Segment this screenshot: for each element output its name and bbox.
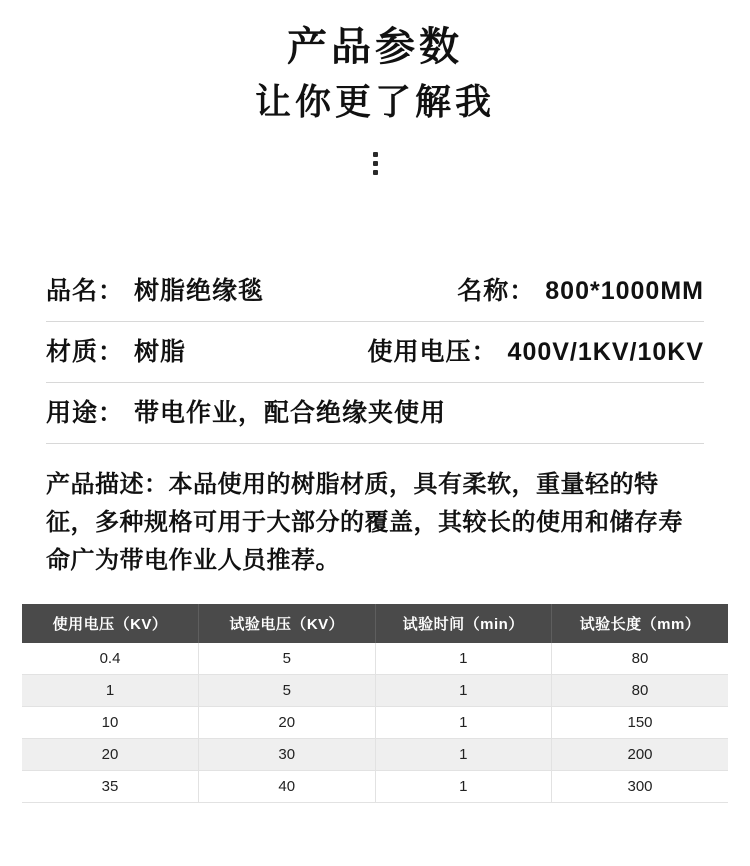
table-cell: 80 <box>552 643 729 675</box>
spec-row <box>46 383 704 444</box>
spec-cell-right <box>457 271 704 307</box>
page-title: 产品参数 <box>287 25 463 69</box>
table-row <box>22 770 728 802</box>
table-row <box>22 674 728 706</box>
table-header-cell: 试验时间（min） <box>375 604 552 643</box>
table-cell: 1 <box>375 770 552 802</box>
vertical-dots-icon <box>370 152 380 175</box>
spec-label: 用途： <box>46 398 125 427</box>
table-cell: 5 <box>199 674 376 706</box>
parameter-table <box>22 604 728 803</box>
spec-value: 800*1000MM <box>545 276 704 305</box>
spec-cell-left <box>46 393 704 429</box>
table-header-cell: 试验长度（mm） <box>552 604 729 643</box>
table-cell: 20 <box>199 706 376 738</box>
table-cell: 30 <box>199 738 376 770</box>
table-cell: 1 <box>375 674 552 706</box>
spec-label: 材质： <box>46 337 125 366</box>
table-cell: 0.4 <box>22 643 199 675</box>
table-row <box>22 706 728 738</box>
spec-row <box>46 322 704 383</box>
spec-cell-left <box>46 332 186 368</box>
spec-value: 树脂 <box>134 337 187 366</box>
table-header-cell: 使用电压（KV） <box>22 604 199 643</box>
table-header-cell: 试验电压（KV） <box>199 604 376 643</box>
table-cell: 35 <box>22 770 199 802</box>
table-cell: 10 <box>22 706 199 738</box>
table-cell: 1 <box>22 674 199 706</box>
table-cell: 1 <box>375 738 552 770</box>
table-cell: 150 <box>552 706 729 738</box>
table-cell: 80 <box>552 674 729 706</box>
table-row <box>22 738 728 770</box>
page-header <box>0 0 750 175</box>
spec-value: 带电作业，配合绝缘夹使用 <box>134 398 447 427</box>
table-row <box>22 643 728 675</box>
description-text: 本品使用的树脂材质，具有柔软，重量轻的特征，多种规格可用于大部分的覆盖，其较长的使用和储存寿命广为带电作业人员推荐。 <box>46 470 683 574</box>
table-cell: 200 <box>552 738 729 770</box>
spec-label: 名称： <box>457 276 536 305</box>
description-label: 产品描述： <box>46 470 169 498</box>
table-cell: 20 <box>22 738 199 770</box>
spec-label: 品名： <box>46 276 125 305</box>
spec-cell-right <box>368 332 704 368</box>
spec-row <box>46 261 704 322</box>
table-cell: 1 <box>375 706 552 738</box>
spec-value: 树脂绝缘毯 <box>134 276 265 305</box>
table-cell: 5 <box>199 643 376 675</box>
spec-list <box>46 261 704 444</box>
table-header-row <box>22 604 728 643</box>
spec-value: 400V/1KV/10KV <box>507 337 704 366</box>
table-cell: 300 <box>552 770 729 802</box>
table-cell: 40 <box>199 770 376 802</box>
spec-label: 使用电压： <box>367 337 498 366</box>
product-description <box>46 466 704 580</box>
page-subtitle: 让你更了解我 <box>254 81 495 123</box>
spec-cell-left <box>46 271 264 307</box>
table-cell: 1 <box>375 643 552 675</box>
